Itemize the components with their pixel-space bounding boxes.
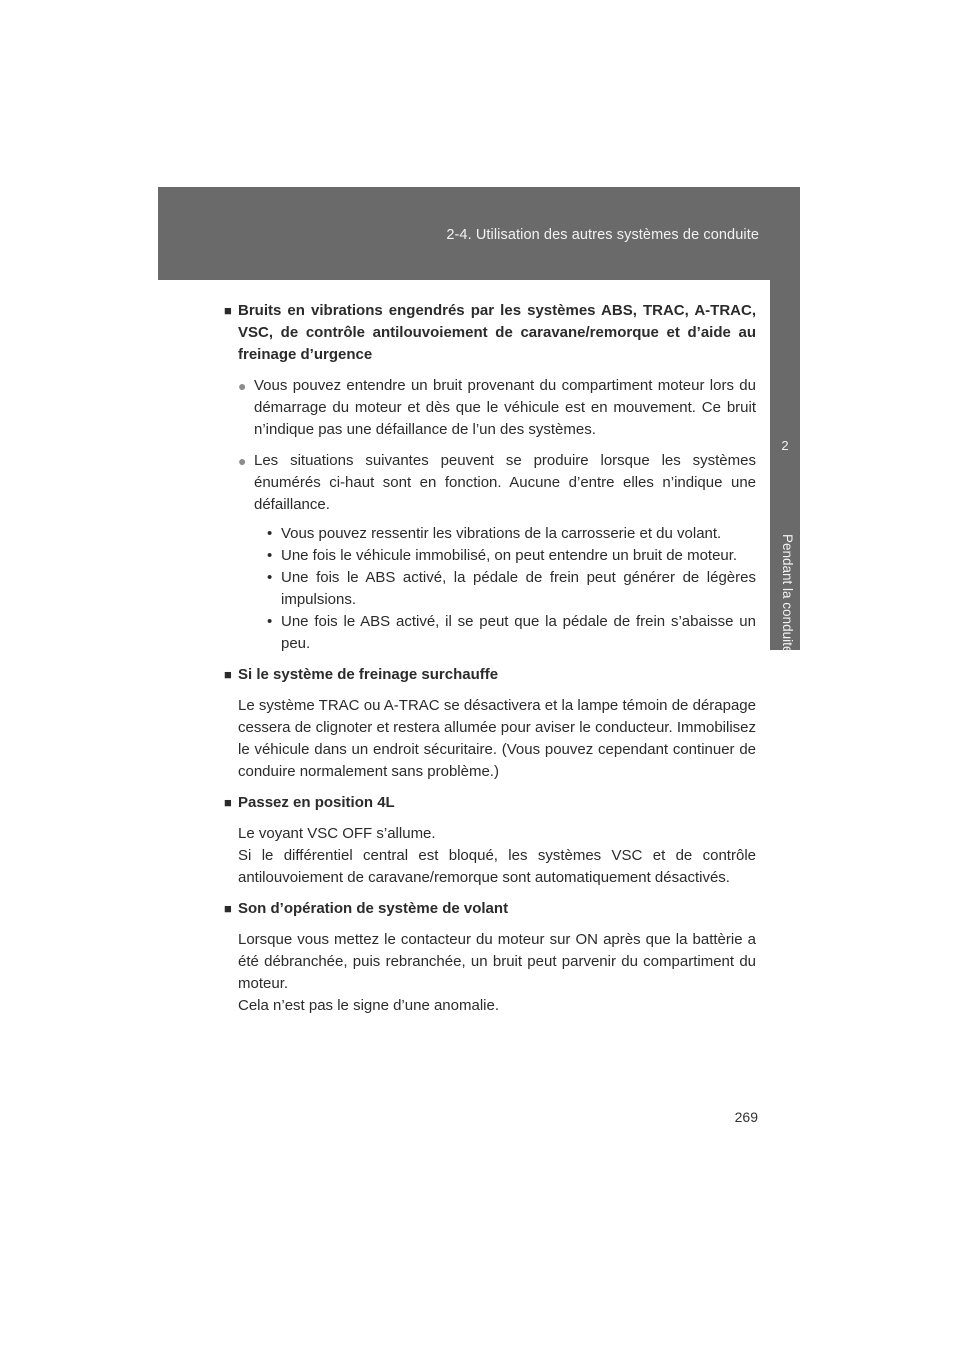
section-title-text: Passez en position 4L — [238, 794, 395, 811]
paragraph: Le système TRAC ou A-TRAC se désactivera et la lampe témoin de dérapage cessera de clignoter et restera allumée pour aviser le conducteur. Immobilisez le véhicule dans un endroit sécuritaire. (Vous pouvez cependant continuer de conduire normalement sans problème.) — [238, 697, 756, 780]
section-marker: ■ — [224, 795, 232, 810]
paragraph: Le voyant VSC OFF s’allume. — [238, 825, 436, 842]
section-4l-position — [224, 792, 756, 889]
page-number: 269 — [734, 1109, 758, 1125]
point-marker: ● — [238, 453, 247, 469]
sub-marker: • — [267, 569, 273, 586]
section-title-text: Bruits en vibrations engendrés par les systèmes ABS, TRAC, A-TRAC, VSC, de contrôle antilouvoiement de caravane/remorque et d’aide au freinage d’urgence — [238, 302, 756, 363]
section-title — [224, 792, 756, 814]
point-item — [224, 375, 756, 441]
chapter-number: 2 — [781, 438, 789, 453]
section-marker: ■ — [224, 667, 232, 682]
section-marker: ■ — [224, 901, 232, 916]
header-band — [158, 187, 800, 280]
sub-list-item — [224, 611, 756, 655]
sub-item-text: Une fois le véhicule immobilisé, on peut entendre un bruit de moteur. — [281, 547, 738, 564]
section-title — [224, 664, 756, 686]
section-brake-overheat — [224, 664, 756, 783]
section-abs-noise — [224, 300, 756, 655]
sub-marker: • — [267, 613, 273, 630]
chapter-tab — [770, 280, 800, 530]
sub-list — [224, 523, 756, 655]
section-title-text: Si le système de freinage surchauffe — [238, 666, 499, 683]
sub-item-text: Vous pouvez ressentir les vibrations de la carrosserie et du volant. — [281, 525, 722, 542]
section-marker: ■ — [224, 303, 232, 318]
section-steering-sound — [224, 898, 756, 1017]
page-content — [224, 300, 756, 1026]
paragraph: Lorsque vous mettez le contacteur du moteur sur ON après que la battèrie a été débranchée, puis rebranchée, un bruit peut parvenir du compartiment du moteur. — [238, 931, 756, 992]
sub-item-text: Une fois le ABS activé, il se peut que la pédale de frein s’abaisse un peu. — [281, 613, 756, 652]
sub-list-item — [224, 523, 756, 545]
section-title-text: Son d’opération de système de volant — [238, 900, 509, 917]
paragraph: Si le différentiel central est bloqué, les systèmes VSC et de contrôle antilouvoiement de caravane/remorque sont automatiquement désactivés. — [238, 847, 756, 886]
sub-list-item — [224, 567, 756, 611]
point-item — [224, 450, 756, 516]
chapter-label: Pendant la conduite — [780, 534, 795, 654]
section-title — [224, 898, 756, 920]
point-marker: ● — [238, 378, 247, 394]
section-header-title: 2-4. Utilisation des autres systèmes de conduite — [446, 227, 759, 243]
paragraph: Cela n’est pas le signe d’une anomalie. — [238, 997, 499, 1014]
point-text: Vous pouvez entendre un bruit provenant du compartiment moteur lors du démarrage du moteur et dès que le véhicule est en mouvement. Ce bruit n’indique pas une défaillance de l’un des systèmes. — [254, 377, 756, 438]
section-title — [224, 300, 756, 366]
sub-list-item — [224, 545, 756, 567]
sub-marker: • — [267, 525, 273, 542]
sub-marker: • — [267, 547, 273, 564]
point-text: Les situations suivantes peuvent se produire lorsque les systèmes énumérés ci-haut sont en fonction. Aucune d’entre elles n’indique une défaillance. — [254, 452, 756, 513]
sub-item-text: Une fois le ABS activé, la pédale de frein peut générer de légères impulsions. — [281, 569, 756, 608]
